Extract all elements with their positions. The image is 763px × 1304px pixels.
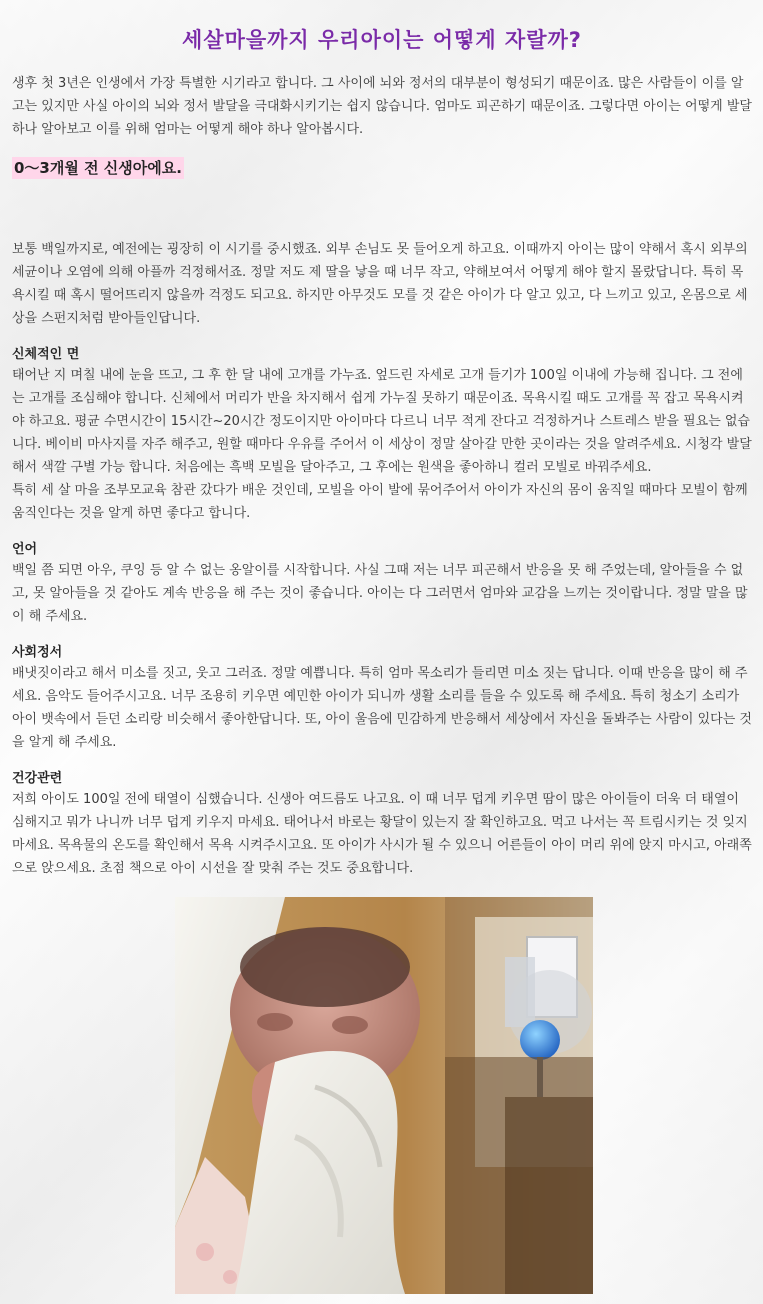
subsection-body: 태어난 지 며칠 내에 눈을 뜨고, 그 후 한 달 내에 고개를 가누죠. 엎드린 자세로 고개 들기가 100일 이내에 가능해 집니다. 그 전에는 고개를 조심해야 합니다. 신체에서 머리가 반을 차지해서 쉽게 가누질 못하기 때문이죠. 목욕시킬 때도 고개를 꼭 잡고 목욕시켜야 하고요. 평균 수면시간이 15시간~20시간 정도이지만 아이마다 다르니 너무 적게 잔다고 걱정하거나 스트레스 받을 필요는 없습니다. 베이비 마사지를 자주 해주고, 원할 때마다 우유를 주어서 이 세상이 정말 살아갈 만한 곳이라는 것을 알려주세요. 시청각 발달해서 색깔 구별 가능 합니다. 처음에는 흑백 모빌을 달아주고, 그 후에는 원색을 좋아하니 컬러 모빌로 바꿔주세요. [12, 368, 752, 475]
baby-photo [175, 897, 593, 1294]
subsection-heading: 건강관련 [12, 771, 63, 786]
subsection-heading: 언어 [12, 542, 38, 557]
subsection-body: 배냇짓이라고 해서 미소를 짓고, 웃고 그러죠. 정말 예쁩니다. 특히 엄마 목소리가 들리면 미소 짓는 답니다. 이때 반응을 많이 해 주세요. 음악도 들어주시고요. 너무 조용히 키우면 예민한 아이가 되니까 생활 소리를 들을 수 있도록 해 주세요. 특히 청소기 소리가 아이 뱃속에서 듣던 소리랑 비슷해서 좋아한답니다. 또, 아이 울음에 민감하게 반응해서 세상에서 자신을 돌봐주는 사람이 있다는 것을 알게 해 주세요. [12, 666, 752, 750]
section-lead-paragraph: 보통 백일까지로, 예전에는 굉장히 이 시기를 중시했죠. 외부 손님도 못 들어오게 하고요. 이때까지 아이는 많이 약해서 혹시 외부의 세균이나 오염에 의해 아플까 걱정해서죠. 정말 저도 제 딸을 낳을 때 너무 작고, 약해보여서 어떻게 해야 할지 몰랐답니다. 특히 목욕시킬 때 혹시 떨어뜨리지 않을까 걱정도 되고요. 하지만 아무것도 모를 것 같은 아이가 다 알고 있고, 다 느끼고 있고, 온몸으로 세상을 스펀지처럼 받아들인답니다. [12, 242, 748, 326]
intro-paragraph: 생후 첫 3년은 인생에서 가장 특별한 시기라고 합니다. 그 사이에 뇌와 정서의 대부분이 형성되기 때문이죠. 많은 사람들이 이를 알고는 있지만 사실 아이의 뇌와 정서 발달을 극대화시키기는 쉽지 않습니다. 엄마도 피곤하기 때문이죠. 그렇다면 아이는 어떻게 발달하나 알아보고 이를 위해 엄마는 어떻게 해야 하나 알아봅시다. [12, 76, 752, 137]
article [12, 0, 752, 880]
subsection-body: 백일 쯤 되면 아우, 쿠잉 등 알 수 없는 옹알이를 시작합니다. 사실 그때 저는 너무 피곤해서 반응을 못 해 주었는데, 알아들을 수 없고, 못 알아들을 것 같아도 계속 반응을 해 주는 것이 좋습니다. 아이는 다 그러면서 엄마와 교감을 느끼는 것이랍니다. 정말 말을 많이 해 주세요. [12, 563, 748, 624]
section-heading: 0～3개월 전 신생아에요. [14, 159, 182, 177]
subsection-heading: 사회정서 [12, 645, 63, 660]
subsection-social-emotional [12, 643, 752, 754]
subsection-body-extra: 특히 세 살 마을 조부모교육 참관 갔다가 배운 것인데, 모빌을 아이 발에 묶어주어서 아이가 자신의 몸이 움직일 때마다 모빌이 함께 움직인다는 것을 알게 하면 좋다고 합니다. [12, 483, 748, 521]
page-title: 세살마을까지 우리아이는 어떻게 자랄까? [182, 28, 582, 52]
subsection-body: 저희 아이도 100일 전에 태열이 심했습니다. 신생아 여드름도 나고요. 이 때 너무 덥게 키우면 땀이 많은 아이들이 더욱 더 태열이 심해지고 뭐가 나니까 너무 덥게 키우지 마세요. 태어나서 바로는 황달이 있는지 잘 확인하고요. 먹고 나서는 꼭 트림시키는 것 잊지 마세요. 목욕물의 온도를 확인해서 목욕 시켜주시고요. 또 아이가 사시가 될 수 있으니 어른들이 아이 머리 위에 앉지 마시고, 아래쪽으로 앉으세요. 초점 책으로 아이 시선을 잘 맞춰 주는 것도 중요합니다. [12, 792, 752, 876]
subsection-language [12, 540, 752, 628]
section-heading-wrap [12, 157, 752, 179]
subsection-physical [12, 345, 752, 525]
baby-photo-illustration [175, 897, 593, 1294]
subsection-health [12, 769, 752, 880]
subsection-heading: 신체적인 면 [12, 347, 80, 362]
